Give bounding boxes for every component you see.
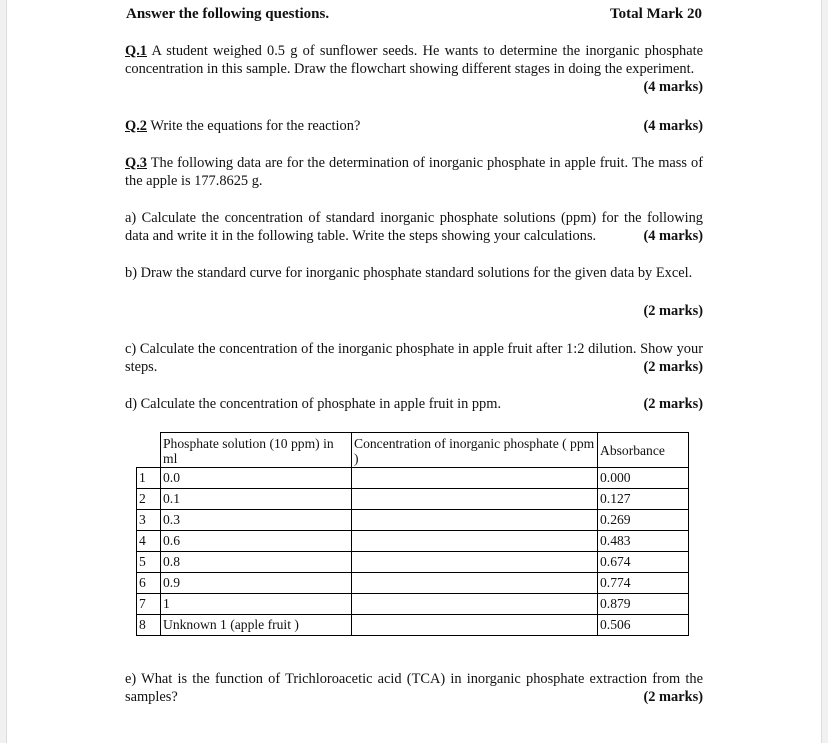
volume-cell: 0.1 [161, 489, 352, 510]
question-2-text: Write the equations for the reaction? [150, 118, 361, 134]
question-2-marks: (4 marks) [643, 118, 703, 134]
question-3a [125, 209, 703, 245]
question-3-number: Q.3 [125, 155, 147, 171]
question-3c [125, 340, 703, 376]
absorbance-cell: 0.000 [598, 468, 689, 489]
concentration-cell [352, 552, 598, 573]
row-number: 3 [137, 510, 161, 531]
absorbance-cell: 0.774 [598, 573, 689, 594]
table-row [137, 468, 689, 489]
concentration-cell [352, 615, 598, 636]
page-edge-left [0, 0, 7, 743]
phosphate-data-table [136, 432, 689, 636]
volume-cell: Unknown 1 (apple fruit ) [161, 615, 352, 636]
volume-cell: 0.6 [161, 531, 352, 552]
question-1-number: Q.1 [125, 43, 147, 59]
row-number: 5 [137, 552, 161, 573]
absorbance-cell: 0.674 [598, 552, 689, 573]
concentration-cell [352, 594, 598, 615]
question-3a-marks: (4 marks) [643, 228, 703, 244]
question-3c-text: c) Calculate the concentration of the inorganic phosphate in apple fruit after 1:2 dilution. Show your steps. [125, 341, 703, 375]
question-2 [125, 117, 703, 135]
table-header-volume: Phosphate solution (10 ppm) in ml [161, 433, 352, 468]
question-3b-marks: (2 marks) [643, 303, 703, 319]
question-3-text: The following data are for the determination of inorganic phosphate in apple fruit. The mass of the apple is 177.8625 g. [125, 155, 703, 189]
table-row [137, 531, 689, 552]
absorbance-cell: 0.269 [598, 510, 689, 531]
row-number: 2 [137, 489, 161, 510]
concentration-cell [352, 531, 598, 552]
question-3b-text: b) Draw the standard curve for inorganic phosphate standard solutions for the given data by Excel. [125, 265, 693, 281]
page-title: Answer the following questions. [126, 6, 330, 22]
question-3 [125, 154, 703, 190]
page-header [126, 6, 702, 23]
row-number: 4 [137, 531, 161, 552]
question-1-text: Q.1 A student weighed 0.5 g of sunflower seeds. He wants to determine the inorganic phosphate concentration in this sample. Draw the flowchart showing different stages in doing the experiment. [125, 43, 703, 77]
volume-cell: 0.8 [161, 552, 352, 573]
page-edge-right [821, 0, 828, 743]
question-3d-marks: (2 marks) [643, 396, 703, 412]
concentration-cell [352, 573, 598, 594]
table-header-row [137, 433, 689, 468]
volume-cell: 0.0 [161, 468, 352, 489]
total-mark: Total Mark 20 [610, 6, 702, 22]
question-1 [125, 42, 703, 95]
absorbance-cell: 0.506 [598, 615, 689, 636]
question-3d-text: d) Calculate the concentration of phosphate in apple fruit in ppm. [125, 396, 502, 412]
row-number: 1 [137, 468, 161, 489]
table-header-concentration: Concentration of inorganic phosphate ( ppm ) [352, 433, 598, 468]
table-row [137, 552, 689, 573]
volume-cell: 0.3 [161, 510, 352, 531]
table-header-absorbance: Absorbance [598, 433, 689, 468]
table-row [137, 594, 689, 615]
absorbance-cell: 0.127 [598, 489, 689, 510]
question-3c-marks: (2 marks) [643, 359, 703, 375]
table-row [137, 615, 689, 636]
question-3e-marks: (2 marks) [643, 689, 703, 705]
table-row [137, 510, 689, 531]
volume-cell: 0.9 [161, 573, 352, 594]
row-number: 6 [137, 573, 161, 594]
question-3e-text: e) What is the function of Trichloroacetic acid (TCA) in inorganic phosphate extraction from the samples? [125, 671, 703, 705]
question-3a-text: a) Calculate the concentration of standard inorganic phosphate solutions (ppm) for the following data and write it in the following table. Write the steps showing your calculations. [125, 210, 703, 244]
absorbance-cell: 0.483 [598, 531, 689, 552]
question-3d [125, 395, 703, 413]
table-row [137, 489, 689, 510]
question-2-number: Q.2 [125, 118, 147, 134]
row-number: 7 [137, 594, 161, 615]
table-header-index [137, 433, 161, 468]
question-3e [125, 670, 703, 706]
row-number: 8 [137, 615, 161, 636]
concentration-cell [352, 468, 598, 489]
absorbance-cell: 0.879 [598, 594, 689, 615]
question-1-marks: (4 marks) [643, 79, 703, 95]
concentration-cell [352, 510, 598, 531]
volume-cell: 1 [161, 594, 352, 615]
concentration-cell [352, 489, 598, 510]
table-row [137, 573, 689, 594]
